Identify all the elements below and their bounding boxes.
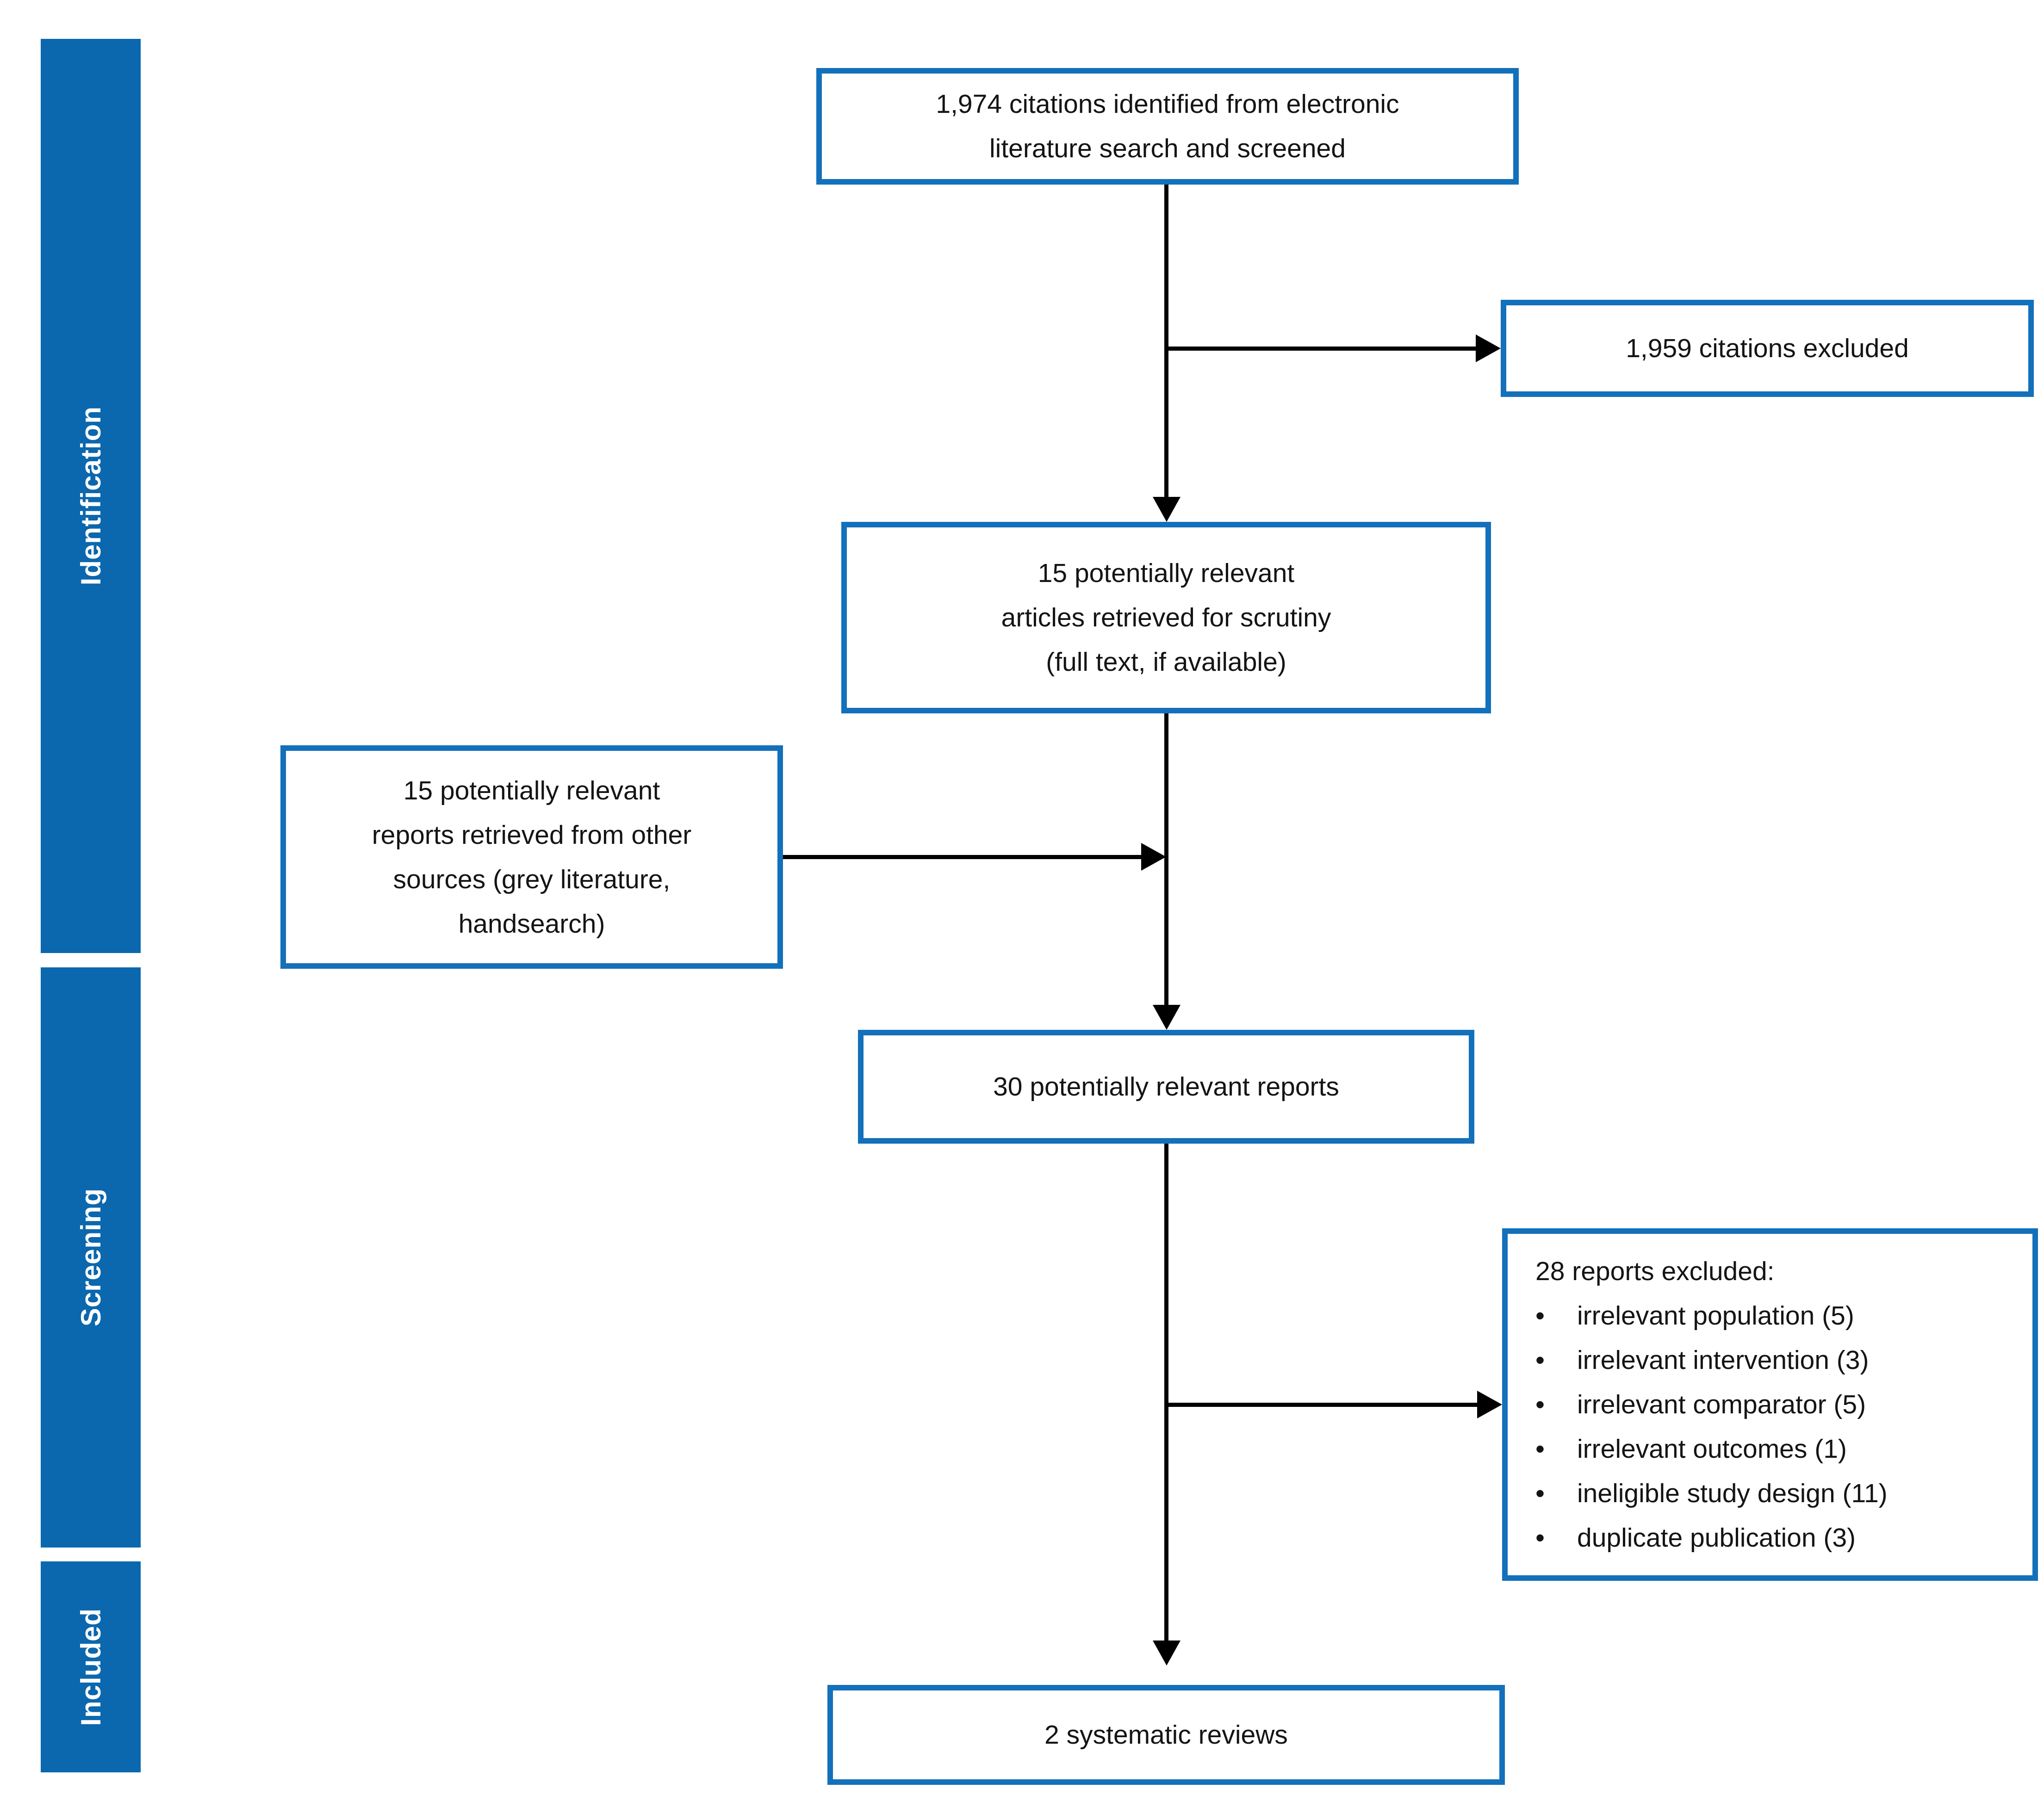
bullet-icon: • bbox=[1535, 1479, 1545, 1508]
excluded-reason-item bbox=[1535, 1427, 1847, 1471]
excluded-reason-item bbox=[1535, 1294, 1854, 1338]
arrow-right-icon bbox=[1141, 843, 1166, 871]
bullet-icon: • bbox=[1535, 1345, 1545, 1375]
arrow-right-icon bbox=[1476, 334, 1501, 362]
bullet-icon: • bbox=[1535, 1523, 1545, 1553]
box-systematic-reviews bbox=[827, 1685, 1505, 1785]
box-text-line: literature search and screened bbox=[989, 134, 1346, 163]
stage-bar-included bbox=[41, 1561, 141, 1772]
arrow-identified-to-retrieved-line bbox=[1164, 185, 1168, 497]
box-citations-identified bbox=[816, 68, 1519, 185]
box-text-line: 15 potentially relevant bbox=[403, 775, 660, 805]
arrow-other-sources-line bbox=[783, 855, 1141, 859]
bullet-icon: • bbox=[1535, 1301, 1545, 1331]
excluded-reason-item bbox=[1535, 1471, 1888, 1516]
excluded-reason-text: duplicate publication (3) bbox=[1577, 1523, 1856, 1553]
box-text-line: 1,974 citations identified from electronic bbox=[936, 89, 1399, 119]
bullet-icon: • bbox=[1535, 1434, 1545, 1464]
excluded-reason-text: irrelevant population (5) bbox=[1577, 1301, 1854, 1331]
excluded-reason-item bbox=[1535, 1338, 1869, 1382]
excluded-reason-text: irrelevant outcomes (1) bbox=[1577, 1434, 1847, 1464]
excluded-reason-text: irrelevant intervention (3) bbox=[1577, 1345, 1869, 1375]
arrow-to-excluded-citations-line bbox=[1166, 347, 1476, 351]
excluded-reason-item bbox=[1535, 1516, 1856, 1560]
arrow-down-icon bbox=[1153, 1641, 1180, 1665]
excluded-reason-text: ineligible study design (11) bbox=[1577, 1479, 1888, 1508]
bullet-icon: • bbox=[1535, 1390, 1545, 1419]
box-relevant-reports bbox=[858, 1030, 1474, 1144]
box-citations-excluded bbox=[1501, 300, 2034, 397]
box-text-line: 30 potentially relevant reports bbox=[993, 1072, 1339, 1102]
box-text-line: reports retrieved from other bbox=[372, 820, 692, 850]
arrow-down-icon bbox=[1153, 497, 1180, 522]
stage-bar-identification bbox=[41, 39, 141, 953]
arrow-reports-to-included-line bbox=[1164, 1144, 1168, 1641]
box-articles-retrieved bbox=[841, 522, 1491, 713]
box-text-line: (full text, if available) bbox=[1046, 647, 1286, 677]
arrow-down-icon bbox=[1153, 1005, 1180, 1030]
box-text-line: sources (grey literature, bbox=[393, 864, 671, 894]
box-text-line: handsearch) bbox=[458, 909, 605, 939]
box-text-line: articles retrieved for scrutiny bbox=[1001, 603, 1331, 632]
box-text-line: 15 potentially relevant bbox=[1038, 558, 1295, 588]
box-text-line: 2 systematic reviews bbox=[1044, 1720, 1288, 1750]
stage-label-screening: Screening bbox=[75, 1188, 106, 1327]
stage-bar-screening bbox=[41, 967, 141, 1548]
box-text-line: 1,959 citations excluded bbox=[1626, 334, 1909, 363]
arrow-right-icon bbox=[1477, 1391, 1502, 1418]
excluded-reason-text: irrelevant comparator (5) bbox=[1577, 1390, 1866, 1419]
box-other-sources bbox=[280, 745, 783, 969]
stage-label-included: Included bbox=[75, 1608, 106, 1726]
box-reports-excluded bbox=[1502, 1228, 2038, 1581]
excluded-reason-item bbox=[1535, 1382, 1866, 1427]
excluded-reports-title: 28 reports excluded: bbox=[1535, 1257, 1775, 1286]
stage-label-identification: Identification bbox=[75, 406, 106, 586]
arrow-to-excluded-reports-line bbox=[1166, 1403, 1477, 1407]
